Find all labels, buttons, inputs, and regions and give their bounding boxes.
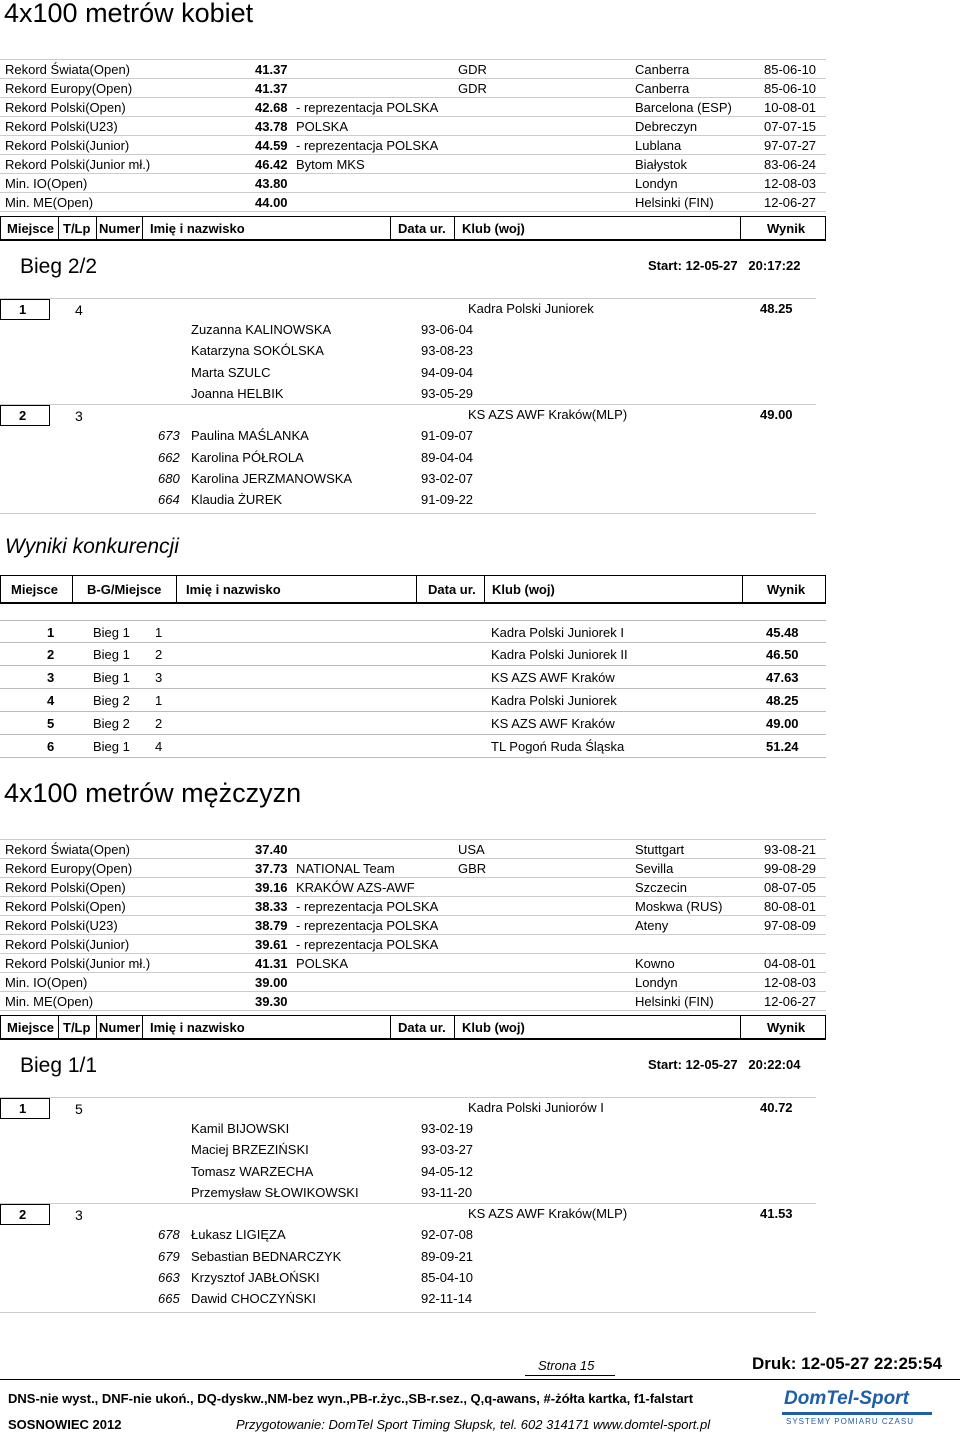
comp-heat-pos: 4 xyxy=(155,739,163,754)
record-label: Rekord Europy(Open) xyxy=(5,81,133,96)
header-tlp: T/Lp xyxy=(63,1020,91,1035)
record-team: POLSKA xyxy=(296,119,349,134)
section-title-men: 4x100 metrów mężczyzn xyxy=(4,778,302,808)
team-lane: 3 xyxy=(75,1207,83,1224)
record-row xyxy=(0,155,826,174)
comp-heat: Bieg 2 xyxy=(93,693,130,708)
comp-heat: Bieg 2 xyxy=(93,716,130,731)
member-dob: 93-11-20 xyxy=(421,1184,473,1200)
record-value: 41.37 xyxy=(255,81,288,96)
member-name: Dawid CHOCZYŃSKI xyxy=(191,1291,316,1307)
header-tlp: T/Lp xyxy=(63,221,91,236)
team-lane: 3 xyxy=(75,408,83,425)
record-value: 37.73 xyxy=(255,861,288,876)
record-label: Rekord Polski(Open) xyxy=(5,880,126,895)
record-label: Rekord Polski(Junior mł.) xyxy=(5,157,151,172)
member-name: Sebastian BEDNARCZYK xyxy=(191,1248,342,1264)
footer-event: SOSNOWIEC 2012 xyxy=(8,1417,122,1432)
record-value: 44.59 xyxy=(255,138,288,153)
record-row xyxy=(0,878,826,897)
member-name: Karolina PÓŁROLA xyxy=(191,449,304,465)
header-wynik: Wynik xyxy=(767,1020,806,1035)
team-divider xyxy=(0,513,816,514)
heat-title: Bieg 2/2 xyxy=(20,255,98,278)
place-box xyxy=(0,1204,50,1225)
member-name: Maciej BRZEZIŃSKI xyxy=(191,1142,309,1158)
comp-place: 5 xyxy=(47,716,55,731)
record-label: Min. IO(Open) xyxy=(5,176,88,191)
member-name: Tomasz WARZECHA xyxy=(191,1163,314,1179)
record-team: NATIONAL Team xyxy=(296,861,395,876)
record-city: Londyn xyxy=(635,176,678,191)
comp-place: 1 xyxy=(47,625,55,640)
competition-header xyxy=(0,575,826,604)
record-team: Bytom MKS xyxy=(296,157,365,172)
record-value: 37.40 xyxy=(255,842,288,857)
header-miejsce: Miejsce xyxy=(7,221,54,236)
header-wynik: Wynik xyxy=(767,221,806,236)
member-dob: 93-05-29 xyxy=(421,385,474,401)
record-country: GDR xyxy=(458,81,487,96)
member-number: 673 xyxy=(158,428,180,444)
record-row xyxy=(0,79,826,98)
member-number: 664 xyxy=(158,492,180,508)
comp-result: 51.24 xyxy=(766,739,799,754)
record-date: 80-08-01 xyxy=(764,899,817,914)
place-box xyxy=(0,299,50,320)
footer-print-time: Druk: 12-05-27 22:25:54 xyxy=(752,1354,942,1373)
record-value: 43.78 xyxy=(255,119,288,134)
record-label: Rekord Polski(Open) xyxy=(5,100,126,115)
record-value: 39.61 xyxy=(255,937,288,952)
logo-bar xyxy=(782,1412,932,1415)
record-label: Min. ME(Open) xyxy=(5,195,94,210)
record-row xyxy=(0,193,826,212)
header-imie: Imię i nazwisko xyxy=(150,221,245,236)
header-klub: Klub (woj) xyxy=(462,221,525,236)
record-team: - reprezentacja POLSKA xyxy=(296,899,439,914)
logo-subtitle: SYSTEMY POMIARU CZASU xyxy=(786,1417,914,1426)
header-klub: Klub (woj) xyxy=(462,1020,525,1035)
member-number: 680 xyxy=(158,470,180,486)
team-lane: 5 xyxy=(75,1101,83,1117)
comp-heat-pos: 1 xyxy=(155,625,163,640)
team-club: Kadra Polski Juniorów I xyxy=(468,1100,604,1115)
place-box xyxy=(0,1098,50,1119)
comp-place: 4 xyxy=(47,693,55,708)
record-city: Canberra xyxy=(635,81,690,96)
member-dob: 92-11-14 xyxy=(421,1291,473,1307)
record-date: 85-06-10 xyxy=(764,62,817,77)
member-number: 665 xyxy=(158,1291,180,1307)
record-city: Sevilla xyxy=(635,861,674,876)
record-city: Debreczyn xyxy=(635,119,698,134)
record-city: Barcelona (ESP) xyxy=(635,100,732,115)
comp-place: 2 xyxy=(47,647,55,662)
team-place: 2 xyxy=(19,408,27,424)
member-dob: 85-04-10 xyxy=(421,1269,474,1285)
team-divider xyxy=(0,1312,816,1313)
comp-club: Kadra Polski Juniorek I xyxy=(491,625,624,640)
comp-club: TL Pogoń Ruda Śląska xyxy=(491,739,625,754)
member-name: Klaudia ŻUREK xyxy=(191,492,283,508)
record-date: 85-06-10 xyxy=(764,81,817,96)
record-date: 12-08-03 xyxy=(764,176,817,191)
member-dob: 93-03-27 xyxy=(421,1142,474,1158)
comp-result: 45.48 xyxy=(766,625,799,640)
record-value: 43.80 xyxy=(255,176,288,191)
record-label: Min. IO(Open) xyxy=(5,975,88,990)
member-name: Przemysław SŁOWIKOWSKI xyxy=(191,1184,359,1200)
record-row xyxy=(0,859,826,878)
comp-header-bg: B-G/Miejsce xyxy=(87,582,162,597)
member-number: 678 xyxy=(158,1227,180,1243)
record-row xyxy=(0,954,826,973)
heat-start-time: Start: 12-05-27 20:17:22 xyxy=(648,258,801,273)
record-value: 39.16 xyxy=(255,880,288,895)
record-value: 41.37 xyxy=(255,62,288,77)
record-team: - reprezentacja POLSKA xyxy=(296,918,439,933)
comp-place: 6 xyxy=(47,739,55,754)
record-label: Rekord Świata(Open) xyxy=(5,62,130,77)
team-lane: 4 xyxy=(75,302,83,318)
record-team: - reprezentacja POLSKA xyxy=(296,100,439,115)
member-dob: 93-02-07 xyxy=(421,470,474,486)
team-result: 48.25 xyxy=(760,301,793,316)
record-label: Rekord Polski(U23) xyxy=(5,119,118,134)
comp-header-imie: Imię i nazwisko xyxy=(186,582,281,597)
member-name: Karolina JERZMANOWSKA xyxy=(191,470,353,486)
footer-prep: Przygotowanie: DomTel Sport Timing Słupsk, tel. 602 314171 www.domtel-sport.pl xyxy=(236,1417,711,1432)
comp-result: 47.63 xyxy=(766,670,799,685)
record-value: 42.68 xyxy=(255,100,288,115)
record-date: 12-06-27 xyxy=(764,195,817,210)
member-name: Łukasz LIGIĘZA xyxy=(191,1227,286,1243)
comp-heat-pos: 1 xyxy=(155,693,163,708)
footer-legend: DNS-nie wyst., DNF-nie ukoń., DQ-dyskw.,NM-bez wyn.,PB-r.życ.,SB-r.sez., Q,q-awans, #-żółta kartka, f1-falstart xyxy=(8,1391,694,1406)
logo-text: DomTel-Sport xyxy=(784,1388,909,1409)
header-numer: Numer xyxy=(99,221,141,236)
record-row xyxy=(0,973,826,992)
record-label: Rekord Polski(Junior mł.) xyxy=(5,956,151,971)
record-label: Rekord Polski(Junior) xyxy=(5,937,130,952)
member-dob: 93-02-19 xyxy=(421,1121,474,1136)
header-miejsce: Miejsce xyxy=(7,1020,54,1035)
comp-heat-pos: 2 xyxy=(155,647,163,662)
member-dob: 94-09-04 xyxy=(421,364,474,380)
team-result: 49.00 xyxy=(760,407,793,423)
record-date: 97-07-27 xyxy=(764,138,817,153)
member-name: Paulina MAŚLANKA xyxy=(191,428,309,444)
record-date: 08-07-05 xyxy=(764,880,817,895)
team-result: 41.53 xyxy=(760,1206,793,1222)
record-label: Min. ME(Open) xyxy=(5,994,94,1009)
record-team: POLSKA xyxy=(296,956,349,971)
record-team: - reprezentacja POLSKA xyxy=(296,138,439,153)
record-label: Rekord Świata(Open) xyxy=(5,842,130,857)
member-name: Katarzyna SOKÓLSKA xyxy=(191,343,324,359)
comp-heat: Bieg 1 xyxy=(93,625,130,640)
results-table-header xyxy=(0,216,826,241)
record-row xyxy=(0,60,826,79)
record-date: 10-08-01 xyxy=(764,100,817,115)
record-row xyxy=(0,992,826,1011)
team-club: KS AZS AWF Kraków(MLP) xyxy=(468,407,628,423)
member-number: 679 xyxy=(158,1248,180,1264)
member-dob: 91-09-22 xyxy=(421,492,474,508)
record-date: 12-06-27 xyxy=(764,994,817,1009)
record-city: Canberra xyxy=(635,62,690,77)
team-place: 1 xyxy=(19,1101,27,1116)
record-label: Rekord Polski(Open) xyxy=(5,899,126,914)
women-records xyxy=(0,59,826,212)
record-date: 83-06-24 xyxy=(764,157,817,172)
member-dob: 94-05-12 xyxy=(421,1163,474,1179)
member-name: Krzysztof JABŁOŃSKI xyxy=(191,1269,320,1285)
member-dob: 93-06-04 xyxy=(421,322,474,337)
comp-header-miejsce: Miejsce xyxy=(11,582,58,597)
record-value: 46.42 xyxy=(255,157,288,172)
record-date: 07-07-15 xyxy=(764,119,817,134)
section-title-women: 4x100 metrów kobiet xyxy=(4,0,254,28)
team-divider xyxy=(0,1097,816,1098)
record-city: Lublana xyxy=(635,138,682,153)
record-city: Białystok xyxy=(635,157,688,172)
comp-header-wynik: Wynik xyxy=(767,582,806,597)
record-date: 04-08-01 xyxy=(764,956,817,971)
record-label: Rekord Polski(U23) xyxy=(5,918,118,933)
record-city: Stuttgart xyxy=(635,842,685,857)
member-number: 663 xyxy=(158,1269,180,1285)
heat-start-time: Start: 12-05-27 20:22:04 xyxy=(648,1057,801,1072)
team-place: 2 xyxy=(19,1207,27,1223)
comp-heat: Bieg 1 xyxy=(93,647,130,662)
member-name: Kamil BIJOWSKI xyxy=(191,1121,290,1136)
comp-club: Kadra Polski Juniorek II xyxy=(491,647,628,662)
team-result: 40.72 xyxy=(760,1100,793,1115)
comp-club: KS AZS AWF Kraków xyxy=(491,670,615,685)
place-box xyxy=(0,405,50,426)
record-country: GBR xyxy=(458,861,487,876)
record-date: 97-08-09 xyxy=(764,918,817,933)
record-date: 93-08-21 xyxy=(764,842,817,857)
member-number: 662 xyxy=(158,449,180,465)
team-divider xyxy=(0,1203,816,1204)
record-city: Kowno xyxy=(635,956,675,971)
member-name: Marta SZULC xyxy=(191,364,271,380)
record-row xyxy=(0,897,826,916)
comp-heat-pos: 2 xyxy=(155,716,163,731)
record-value: 38.33 xyxy=(255,899,288,914)
team-club: Kadra Polski Juniorek xyxy=(468,301,594,316)
record-team: KRAKÓW AZS-AWF xyxy=(296,880,415,895)
competition-row xyxy=(0,689,826,712)
record-row xyxy=(0,174,826,193)
record-city: Helsinki (FIN) xyxy=(635,994,714,1009)
record-date: 99-08-29 xyxy=(764,861,817,876)
heat-title: Bieg 1/1 xyxy=(20,1054,98,1077)
comp-club: Kadra Polski Juniorek xyxy=(491,693,617,708)
comp-result: 49.00 xyxy=(766,716,799,731)
record-row xyxy=(0,117,826,136)
member-dob: 92-07-08 xyxy=(421,1227,474,1243)
header-imie: Imię i nazwisko xyxy=(150,1020,245,1035)
record-city: Helsinki (FIN) xyxy=(635,195,714,210)
header-data-ur: Data ur. xyxy=(398,1020,446,1035)
competition-row xyxy=(0,643,826,666)
member-dob: 89-04-04 xyxy=(421,449,474,465)
record-date: 12-08-03 xyxy=(764,975,817,990)
team-place: 1 xyxy=(19,302,27,317)
member-dob: 91-09-07 xyxy=(421,428,474,444)
record-city: Moskwa (RUS) xyxy=(635,899,723,914)
record-row xyxy=(0,935,826,954)
record-row xyxy=(0,916,826,935)
record-team: - reprezentacja POLSKA xyxy=(296,937,439,952)
footer-line xyxy=(0,1379,960,1380)
header-data-ur: Data ur. xyxy=(398,221,446,236)
comp-heat: Bieg 1 xyxy=(93,670,130,685)
record-row xyxy=(0,98,826,117)
comp-header-data: Data ur. xyxy=(428,582,476,597)
team-club: KS AZS AWF Kraków(MLP) xyxy=(468,1206,628,1222)
record-city: Londyn xyxy=(635,975,678,990)
comp-heat-pos: 3 xyxy=(155,670,163,685)
header-numer: Numer xyxy=(99,1020,141,1035)
record-row xyxy=(0,136,826,155)
team-divider xyxy=(0,298,816,299)
competition-row xyxy=(0,666,826,689)
record-value: 41.31 xyxy=(255,956,288,971)
footer-page: Strona 15 xyxy=(538,1358,595,1373)
comp-heat: Bieg 1 xyxy=(93,739,130,754)
record-country: USA xyxy=(458,842,485,857)
record-city: Szczecin xyxy=(635,880,688,895)
record-label: Rekord Polski(Junior) xyxy=(5,138,130,153)
record-value: 39.00 xyxy=(255,975,288,990)
competition-row xyxy=(0,712,826,735)
comp-club: KS AZS AWF Kraków xyxy=(491,716,615,731)
record-value: 38.79 xyxy=(255,918,288,933)
record-country: GDR xyxy=(458,62,487,77)
comp-result: 46.50 xyxy=(766,647,799,662)
record-city: Ateny xyxy=(635,918,669,933)
domtel-logo xyxy=(780,1388,955,1432)
member-name: Joanna HELBIK xyxy=(191,385,284,401)
comp-result: 48.25 xyxy=(766,693,799,708)
results-table-header xyxy=(0,1015,826,1040)
comp-header-klub: Klub (woj) xyxy=(492,582,555,597)
men-records xyxy=(0,839,826,1011)
record-label: Rekord Europy(Open) xyxy=(5,861,133,876)
member-dob: 89-09-21 xyxy=(421,1248,474,1264)
record-row xyxy=(0,840,826,859)
record-value: 44.00 xyxy=(255,195,288,210)
record-value: 39.30 xyxy=(255,994,288,1009)
competition-title: Wyniki konkurencji xyxy=(5,535,179,558)
member-name: Zuzanna KALINOWSKA xyxy=(191,322,332,337)
member-dob: 93-08-23 xyxy=(421,343,474,359)
footer-page-line xyxy=(525,1375,615,1376)
team-divider xyxy=(0,404,816,405)
competition-row xyxy=(0,620,826,643)
competition-row xyxy=(0,735,826,758)
comp-place: 3 xyxy=(47,670,55,685)
